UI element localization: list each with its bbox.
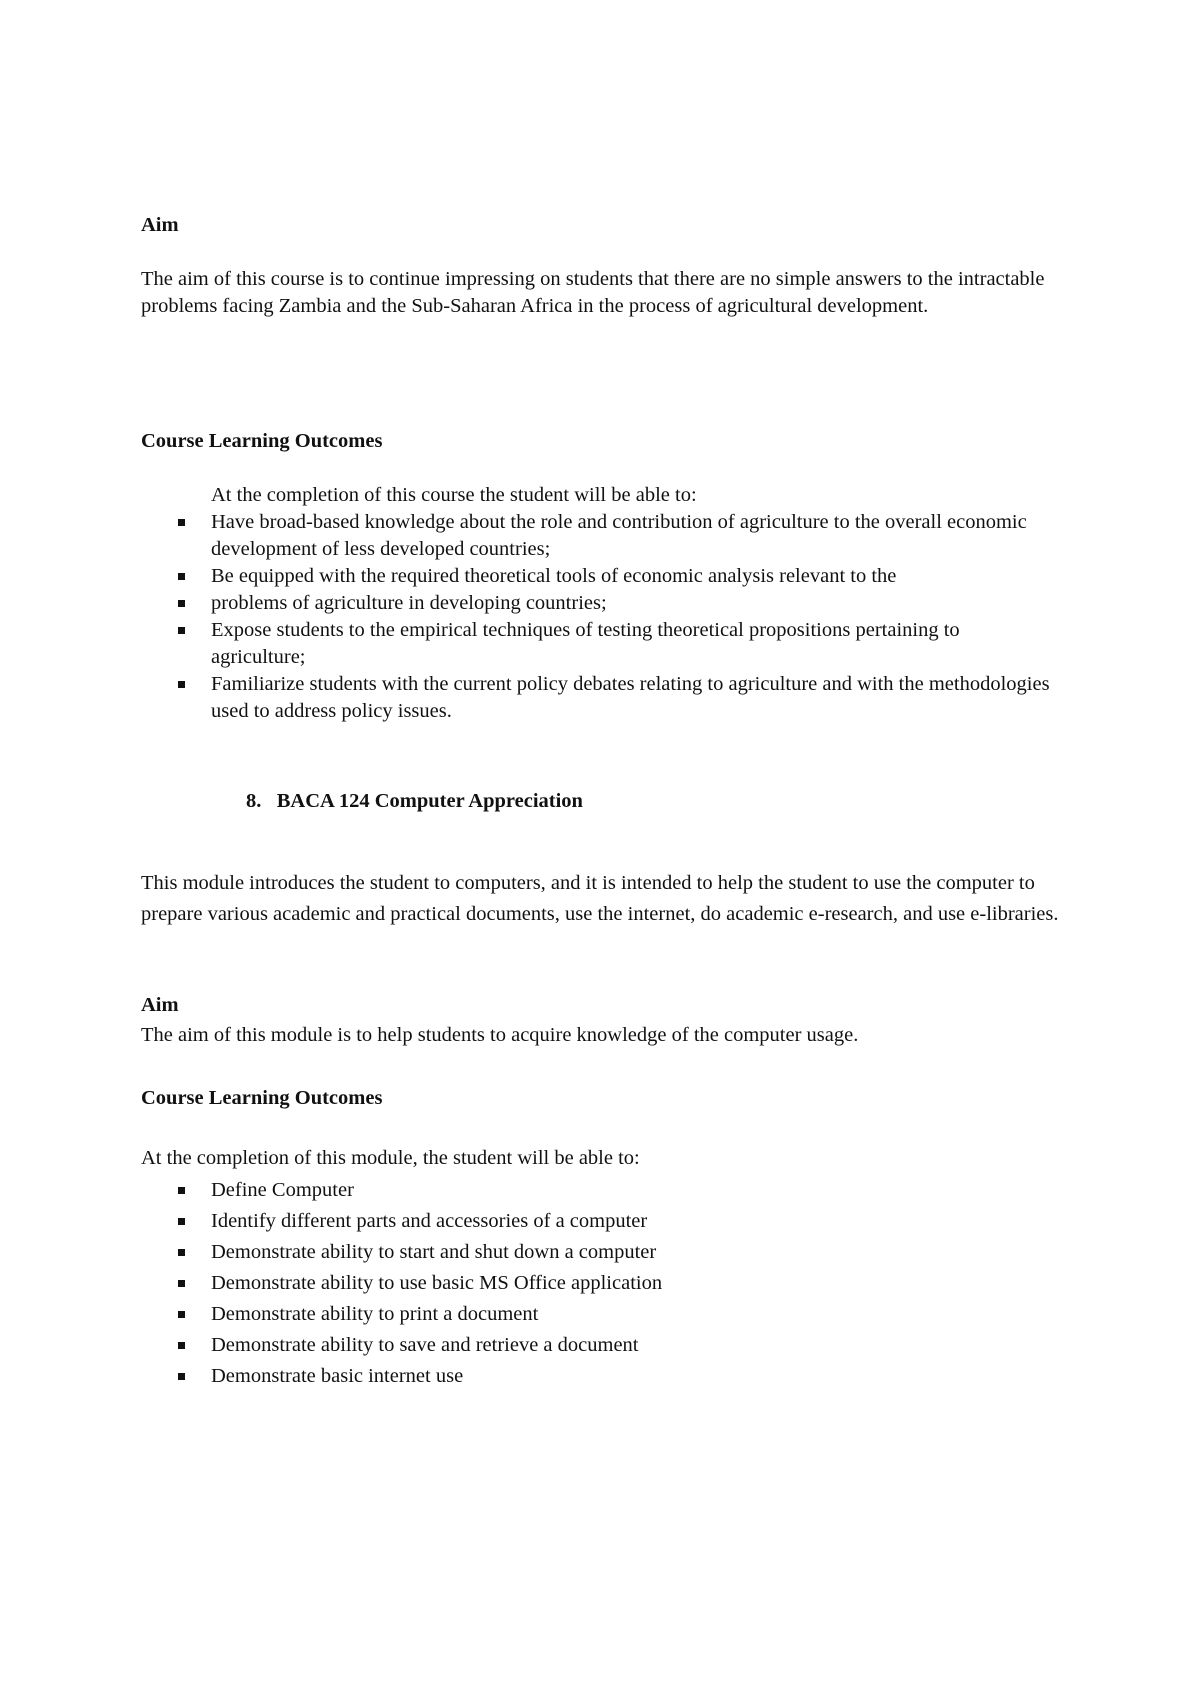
list-item	[176, 1299, 1056, 1330]
list-item-text: problems of agriculture in developing countries;	[211, 592, 607, 614]
list-item	[176, 617, 1056, 671]
list-item-text: Define Computer	[211, 1179, 354, 1201]
list-item-text: Familiarize students with the current policy debates relating to agriculture and with the methodologies used to address policy issues.	[211, 673, 1050, 722]
aim-heading-1: Aim	[141, 214, 179, 236]
list-item	[176, 1237, 1056, 1268]
list-item	[176, 509, 1056, 563]
outcomes-list-2	[176, 1175, 1056, 1392]
aim-text-1: The aim of this course is to continue impressing on students that there are no simple answers to the intractable problems facing Zambia and the Sub-Saharan Africa in the process of agricultural development.	[141, 268, 1045, 317]
list-item	[176, 1175, 1056, 1206]
list-item-text: Demonstrate ability to save and retrieve a document	[211, 1334, 639, 1356]
aim-text-2: The aim of this module is to help students to acquire knowledge of the computer usage.	[141, 1024, 859, 1046]
aim-heading-2: Aim	[141, 994, 179, 1016]
outcomes-intro-1: At the completion of this course the student will be able to:	[211, 484, 697, 506]
list-item	[176, 563, 1056, 590]
list-item-text: Demonstrate ability to start and shut down a computer	[211, 1241, 657, 1263]
section-heading-8	[246, 788, 1046, 815]
list-item	[176, 1330, 1056, 1361]
list-item	[176, 1361, 1056, 1392]
list-item	[176, 1268, 1056, 1299]
section-title: BACA 124 Computer Appreciation	[276, 790, 583, 812]
module-intro: This module introduces the student to computers, and it is intended to help the student to use the computer to prepare various academic and practical documents, use the internet, do academic e-research, and use e-libraries.	[141, 872, 1059, 925]
list-item	[176, 590, 1056, 617]
section-number: 8.	[246, 790, 262, 812]
outcomes-heading-1: Course Learning Outcomes	[141, 430, 383, 452]
outcomes-intro-2: At the completion of this module, the student will be able to:	[141, 1147, 640, 1169]
outcomes-heading-2: Course Learning Outcomes	[141, 1087, 383, 1109]
list-item-text: Be equipped with the required theoretical tools of economic analysis relevant to the	[211, 565, 897, 587]
list-item	[176, 671, 1056, 725]
list-item-text: Expose students to the empirical techniques of testing theoretical propositions pertaining to agriculture;	[211, 619, 960, 668]
list-item-text: Demonstrate ability to print a document	[211, 1303, 539, 1325]
list-item-text: Have broad-based knowledge about the role and contribution of agriculture to the overall economic development of less developed countries;	[211, 511, 1027, 560]
list-item	[176, 1206, 1056, 1237]
outcomes-list-1	[176, 509, 1056, 725]
list-item-text: Identify different parts and accessories of a computer	[211, 1210, 648, 1232]
list-item-text: Demonstrate basic internet use	[211, 1365, 464, 1387]
list-item-text: Demonstrate ability to use basic MS Office application	[211, 1272, 663, 1294]
